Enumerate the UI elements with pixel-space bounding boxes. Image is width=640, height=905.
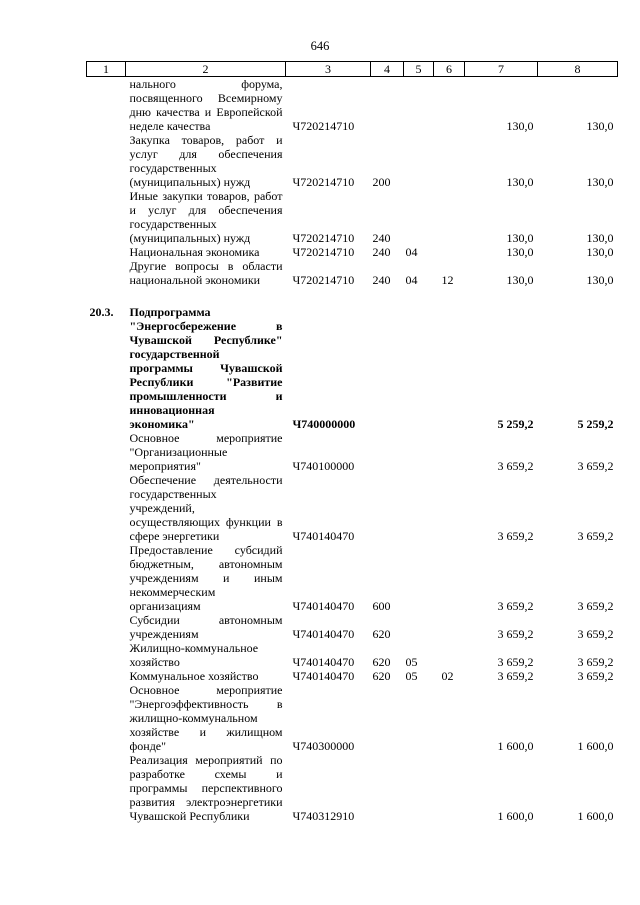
row-amount-7: 5 259,2	[497, 417, 534, 431]
row-code: Ч740140470	[292, 627, 355, 641]
row-amount-8: 3 659,2	[577, 627, 614, 641]
table-body	[87, 77, 618, 824]
row-number	[87, 431, 126, 473]
table-header-row	[87, 62, 618, 77]
row-col-5: 04	[405, 273, 418, 287]
column-header-1: 1	[87, 62, 126, 77]
row-amount-8: 130,0	[586, 273, 614, 287]
row-col-6	[434, 753, 465, 823]
row-col-4: 620	[372, 627, 391, 641]
row-name: Обеспечение деятельности государственных учреждений, осуществляющих функции в сфере энергетики	[129, 473, 283, 543]
row-amount-7: 3 659,2	[497, 599, 534, 613]
row-name: Основное мероприятие "Организационные мероприятия"	[129, 431, 283, 473]
row-col-6	[434, 613, 465, 641]
row-amount-8: 3 659,2	[577, 655, 614, 669]
row-col-6: 02	[441, 669, 454, 683]
row-name: Закупка товаров, работ и услуг для обеспечения государственных (муниципальных) нужд	[129, 133, 283, 189]
row-name: Субсидии автономным учреждениям	[129, 613, 283, 641]
row-col-5	[404, 473, 434, 543]
row-amount-7: 3 659,2	[497, 627, 534, 641]
row-number	[87, 753, 126, 823]
row-amount-7: 130,0	[506, 175, 534, 189]
row-name: нального форума, посвященного Всемирному дню качества и Европейской неделе качества	[129, 77, 283, 133]
row-col-4: 620	[372, 655, 391, 669]
row-number	[87, 641, 126, 669]
row-col-4	[371, 431, 404, 473]
row-amount-7: 1 600,0	[497, 739, 534, 753]
row-code: Ч740140470	[292, 529, 355, 543]
column-header-5: 5	[404, 62, 434, 77]
row-col-4: 240	[372, 245, 391, 259]
column-header-3: 3	[286, 62, 371, 77]
row-number	[87, 189, 126, 245]
row-number	[87, 473, 126, 543]
row-amount-8: 3 659,2	[577, 669, 614, 683]
row-amount-8: 130,0	[586, 231, 614, 245]
row-amount-8: 1 600,0	[577, 809, 614, 823]
row-col-4: 240	[372, 273, 391, 287]
row-code: Ч740140470	[292, 655, 355, 669]
row-code: Ч740100000	[292, 459, 355, 473]
row-col-5: 05	[405, 655, 418, 669]
row-col-5	[404, 77, 434, 134]
row-amount-7: 130,0	[506, 231, 534, 245]
table-row	[87, 431, 618, 473]
budget-table	[86, 61, 618, 823]
row-col-4: 620	[372, 669, 391, 683]
row-amount-7: 3 659,2	[497, 669, 534, 683]
table-row	[87, 189, 618, 245]
row-col-5	[404, 613, 434, 641]
row-amount-8: 5 259,2	[577, 417, 614, 431]
row-name: Реализация мероприятий по разработке схемы и программы перспективного развития электроэнергетики Чувашской Республики	[129, 753, 283, 823]
row-amount-7: 130,0	[506, 245, 534, 259]
row-number	[87, 133, 126, 189]
page-number: 646	[310, 39, 330, 53]
row-col-6	[434, 305, 465, 431]
table-row	[87, 683, 618, 753]
row-number	[87, 77, 126, 134]
row-col-6	[434, 77, 465, 134]
row-name: Другие вопросы в области национальной экономики	[129, 259, 283, 287]
row-amount-8: 3 659,2	[577, 599, 614, 613]
table-row	[87, 613, 618, 641]
row-code: Ч740140470	[292, 599, 355, 613]
row-amount-8: 130,0	[586, 119, 614, 133]
table-row	[87, 669, 618, 683]
row-col-5	[404, 305, 434, 431]
row-col-6	[434, 431, 465, 473]
row-number: 20.3.	[89, 305, 114, 319]
row-number	[87, 613, 126, 641]
row-code: Ч720214710	[292, 245, 355, 259]
table-row	[87, 133, 618, 189]
table-row	[87, 77, 618, 134]
row-col-6	[434, 245, 465, 259]
row-name: Иные закупки товаров, работ и услуг для обеспечения государственных (муниципальных) нужд	[129, 189, 283, 245]
row-col-5	[404, 133, 434, 189]
row-amount-8: 3 659,2	[577, 529, 614, 543]
table-row	[87, 473, 618, 543]
row-amount-7: 130,0	[506, 273, 534, 287]
row-col-5	[404, 189, 434, 245]
row-code: Ч720214710	[292, 175, 355, 189]
row-col-4: 200	[372, 175, 391, 189]
row-name: Подпрограмма "Энергосбережение в Чувашской Республике" государственной программы Чувашской Республики "Развитие промышленности и инновационная экономика"	[129, 305, 283, 431]
row-amount-7: 3 659,2	[497, 459, 534, 473]
row-col-5	[404, 753, 434, 823]
row-col-4	[371, 753, 404, 823]
row-col-5	[404, 543, 434, 613]
row-col-6	[434, 543, 465, 613]
row-number	[87, 669, 126, 683]
spacer-row	[87, 287, 618, 305]
row-name: Основное мероприятие "Энергоэффективность в жилищно-коммунальном хозяйстве и жилищном фонде"	[129, 683, 283, 753]
column-header-6: 6	[434, 62, 465, 77]
table-row	[87, 543, 618, 613]
row-amount-7: 3 659,2	[497, 655, 534, 669]
row-amount-7: 1 600,0	[497, 809, 534, 823]
column-header-2: 2	[126, 62, 286, 77]
row-col-4	[371, 305, 404, 431]
row-code: Ч740000000	[292, 417, 356, 431]
column-header-7: 7	[465, 62, 538, 77]
row-amount-8: 130,0	[586, 245, 614, 259]
row-number	[87, 245, 126, 259]
row-name: Национальная экономика	[129, 245, 260, 259]
row-col-6	[434, 683, 465, 753]
row-col-5: 04	[405, 245, 418, 259]
row-code: Ч720214710	[292, 273, 355, 287]
row-code: Ч720214710	[292, 231, 355, 245]
row-col-6	[434, 473, 465, 543]
row-code: Ч740300000	[292, 739, 355, 753]
row-col-4	[371, 473, 404, 543]
row-amount-8: 3 659,2	[577, 459, 614, 473]
row-number	[87, 543, 126, 613]
column-header-8: 8	[538, 62, 618, 77]
spacer-cell	[87, 287, 618, 305]
row-col-6	[434, 641, 465, 669]
row-name: Предоставление субсидий бюджетным, автономным учреждениям и иным некоммерческим организациям	[129, 543, 283, 613]
row-number	[87, 259, 126, 287]
row-col-4	[371, 77, 404, 134]
row-name: Коммунальное хозяйство	[129, 669, 259, 683]
row-amount-8: 130,0	[586, 175, 614, 189]
row-col-4	[371, 683, 404, 753]
row-number	[87, 683, 126, 753]
row-col-4: 600	[372, 599, 391, 613]
column-header-4: 4	[371, 62, 404, 77]
table-row	[87, 245, 618, 259]
row-col-6	[434, 189, 465, 245]
row-col-6	[434, 133, 465, 189]
row-code: Ч740312910	[292, 809, 355, 823]
table-row	[87, 259, 618, 287]
table-row	[87, 641, 618, 669]
table-row	[87, 305, 618, 431]
table-row	[87, 753, 618, 823]
row-amount-7: 3 659,2	[497, 529, 534, 543]
row-amount-7: 130,0	[506, 119, 534, 133]
row-name: Жилищно-коммунальное хозяйство	[129, 641, 259, 669]
row-col-5	[404, 431, 434, 473]
row-col-4: 240	[372, 231, 391, 245]
row-code: Ч720214710	[292, 119, 355, 133]
row-col-5: 05	[405, 669, 418, 683]
row-col-5	[404, 683, 434, 753]
row-amount-8: 1 600,0	[577, 739, 614, 753]
row-col-6: 12	[441, 273, 454, 287]
row-code: Ч740140470	[292, 669, 355, 683]
